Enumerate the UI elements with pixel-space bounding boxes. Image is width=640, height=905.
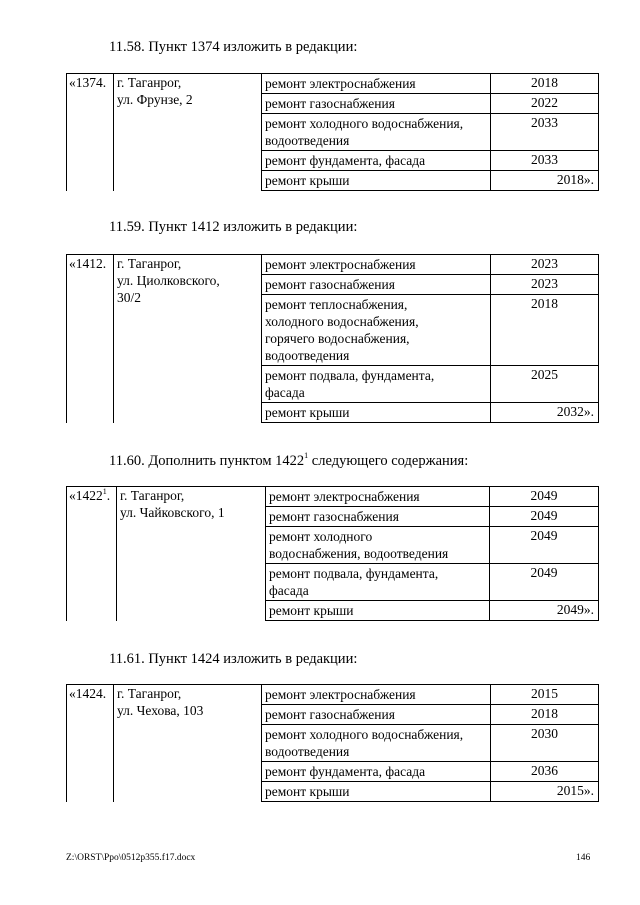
work-year: 2049 bbox=[490, 564, 599, 601]
section-table bbox=[66, 684, 599, 802]
work-type: ремонт электроснабжения bbox=[262, 685, 491, 705]
work-year: 2049 bbox=[490, 487, 599, 507]
work-year: 2049 bbox=[490, 507, 599, 527]
work-type: ремонт крыши bbox=[262, 171, 491, 191]
work-year: 2015 bbox=[491, 685, 599, 705]
work-type: ремонт холодного водоснабжения, водоотведения bbox=[262, 725, 491, 762]
work-year: 2049». bbox=[490, 601, 599, 621]
work-year: 2018 bbox=[491, 74, 599, 94]
address: г. Таганрог, ул. Циолковского, 30/2 bbox=[114, 255, 262, 423]
address: г. Таганрог, ул. Чехова, 103 bbox=[114, 685, 262, 802]
address: г. Таганрог, ул. Фрунзе, 2 bbox=[114, 74, 262, 191]
address: г. Таганрог, ул. Чайковского, 1 bbox=[117, 487, 266, 621]
work-type: ремонт теплоснабжения, холодного водоснабжения, горячего водоснабжения, водоотведения bbox=[262, 295, 491, 366]
work-type: ремонт холодного водоснабжения, водоотведения bbox=[262, 114, 491, 151]
item-number: «1422$^1$. bbox=[67, 487, 117, 621]
work-year: 2033 bbox=[491, 151, 599, 171]
work-year: 2018». bbox=[491, 171, 599, 191]
work-year: 2033 bbox=[491, 114, 599, 151]
work-year: 2023 bbox=[491, 255, 599, 275]
section-table bbox=[66, 254, 599, 423]
work-type: ремонт электроснабжения bbox=[266, 487, 490, 507]
work-type: ремонт газоснабжения bbox=[262, 275, 491, 295]
work-type: ремонт газоснабжения bbox=[266, 507, 490, 527]
work-year: 2030 bbox=[491, 725, 599, 762]
footer-file-path: Z:\ORST\Ppo\0512p355.f17.docx bbox=[66, 853, 196, 863]
work-type: ремонт крыши bbox=[262, 782, 491, 802]
work-type: ремонт электроснабжения bbox=[262, 255, 491, 275]
work-type: ремонт холодного водоснабжения, водоотведения bbox=[266, 527, 490, 564]
work-year: 2049 bbox=[490, 527, 599, 564]
item-number: «1424. bbox=[67, 685, 114, 802]
work-type: ремонт газоснабжения bbox=[262, 94, 491, 114]
work-type: ремонт подвала, фундамента, фасада bbox=[266, 564, 490, 601]
section-heading: 11.61. Пункт 1424 изложить в редакции: bbox=[109, 651, 358, 667]
work-year: 2036 bbox=[491, 762, 599, 782]
section-table bbox=[66, 486, 599, 621]
work-year: 2015». bbox=[491, 782, 599, 802]
work-year: 2022 bbox=[491, 94, 599, 114]
work-type: ремонт крыши bbox=[266, 601, 490, 621]
work-type: ремонт фундамента, фасада bbox=[262, 151, 491, 171]
section-heading: 11.59. Пункт 1412 изложить в редакции: bbox=[109, 219, 358, 235]
section-heading: 11.58. Пункт 1374 изложить в редакции: bbox=[109, 39, 358, 55]
section-heading: 11.60. Дополнить пунктом 1422$^1$ следующего содержания: bbox=[109, 451, 469, 469]
work-year: 2018 bbox=[491, 705, 599, 725]
work-type: ремонт электроснабжения bbox=[262, 74, 491, 94]
work-type: ремонт крыши bbox=[262, 403, 491, 423]
work-type: ремонт газоснабжения bbox=[262, 705, 491, 725]
work-year: 2032». bbox=[491, 403, 599, 423]
item-number: «1412. bbox=[67, 255, 114, 423]
work-type: ремонт подвала, фундамента, фасада bbox=[262, 366, 491, 403]
work-type: ремонт фундамента, фасада bbox=[262, 762, 491, 782]
section-table bbox=[66, 73, 599, 191]
work-year: 2023 bbox=[491, 275, 599, 295]
work-year: 2025 bbox=[491, 366, 599, 403]
item-number: «1374. bbox=[67, 74, 114, 191]
work-year: 2018 bbox=[491, 295, 599, 366]
page-number: 146 bbox=[576, 853, 591, 863]
